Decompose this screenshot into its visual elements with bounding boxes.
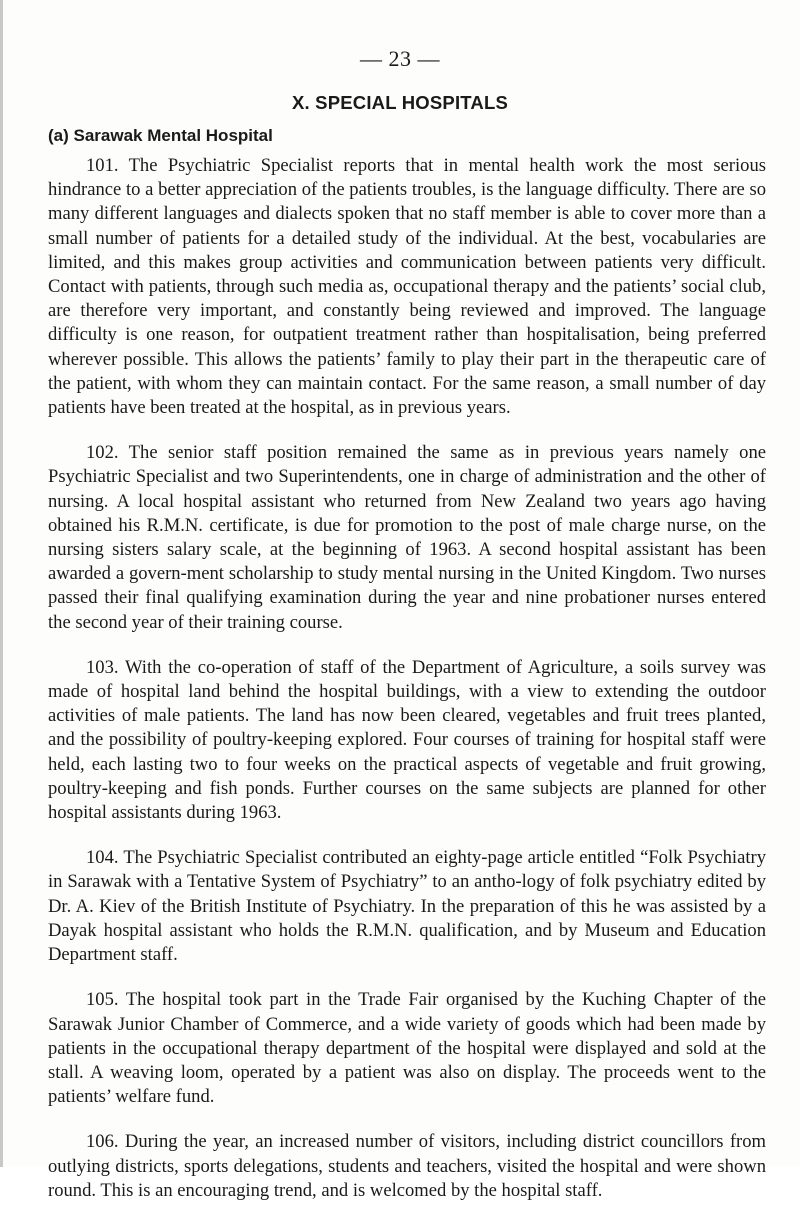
paragraph-text: The senior staff position remained the same as in previous years namely one Psychiatric Specialist and two Superintendents, one in charge of administration and the other of nursing. A local hospital assistant who returned from New Zealand two years ago having obtained his R.M.N. certificate, is due for promotion to the post of male charge nurse, on the nursing sisters salary scale, at the beginning of 1963. A second hospital assistant has been awarded a govern-ment scholarship to study mental nursing in the United Kingdom. Two nurses passed their final qualifying examination during the year and nine probationer nurses entered the second year of their training course. (48, 442, 767, 633)
paragraph-text: During the year, an increased number of visitors, including district councillors from outlying districts, sports delegations, students and teachers, visited the hospital and were shown round. This is an encouraging trend, and is welcomed by the hospital staff. (48, 1131, 766, 1201)
paragraph-number: 104. (86, 847, 119, 869)
paragraph-101 (48, 154, 766, 420)
page-edge-shadow (0, 0, 3, 1167)
paragraph-text: The Psychiatric Specialist reports that in mental health work the most serious hindrance to a better appreciation of the patients troubles, is the language difficulty. There are so many different languages and dialects spoken that no staff member is able to cover more than a small number of patients for a detailed study of the individual. At the best, vocabularies are limited, and this makes group activities and communication between patients very difficult. Contact with patients, through such media as, occupational therapy and the patients’ social club, are therefore very important, and constantly being reviewed and improved. The language difficulty is one reason, for outpatient treatment rather than hospitalisation, being preferred wherever possible. This allows the patients’ family to play their part in the therapeutic care of the patient, with whom they can maintain contact. For the same reason, a small number of day patients have been treated at the hospital, as in previous years. (48, 155, 766, 419)
paragraph-102 (48, 441, 766, 635)
page-number: — 23 — (360, 46, 440, 71)
paragraph-text: The hospital took part in the Trade Fair organised by the Kuching Chapter of the Sarawak Junior Chamber of Commerce, and a wide variety of goods which had been made by patients in the occupational therapy department of the hospital were displayed and sold at the stall. A weaving loom, operated by a patient was also on display. The proceeds went to the patients’ welfare fund. (48, 989, 766, 1108)
paragraph-number: 106. (86, 1131, 119, 1153)
paragraph-text: With the co-operation of staff of the Department of Agriculture, a soils survey was made of hospital land behind the hospital buildings, with a view to extending the outdoor activities of male patients. The land has now been cleared, vegetables and fruit trees planted, and the possibility of poultry-keeping explored. Four courses of training for hospital staff were held, each lasting two to four weeks on the practical aspects of vegetable and fruit growing, poultry-keeping and fish ponds. Further courses on the same subjects are planned for other hospital assistants during 1963. (48, 656, 767, 824)
paragraph-number: 103. (86, 656, 119, 678)
paragraph-105 (48, 988, 766, 1109)
paragraph-103 (48, 656, 766, 825)
paragraph-number: 105. (86, 989, 119, 1011)
paragraph-number: 101. (86, 155, 119, 176)
paragraph-number: 102. (86, 442, 119, 464)
subsection-title: (a) Sarawak Mental Hospital (48, 126, 273, 145)
paragraph-104 (48, 846, 766, 967)
paragraph-text: The Psychiatric Specialist contributed an eighty-page article entitled “Folk Psychiatry in Sarawak with a Tentative System of Psychiatry” to an antho-logy of folk psychiatry edited by Dr. A. Kiev of the British Institute of Psychiatry. In the preparation of this he was assisted by a Dayak hospital assistant who holds the R.M.N. qualification, and by Museum and Education Department staff. (48, 847, 767, 966)
section-title: X. SPECIAL HOSPITALS (291, 92, 509, 113)
document-body (48, 154, 766, 1224)
